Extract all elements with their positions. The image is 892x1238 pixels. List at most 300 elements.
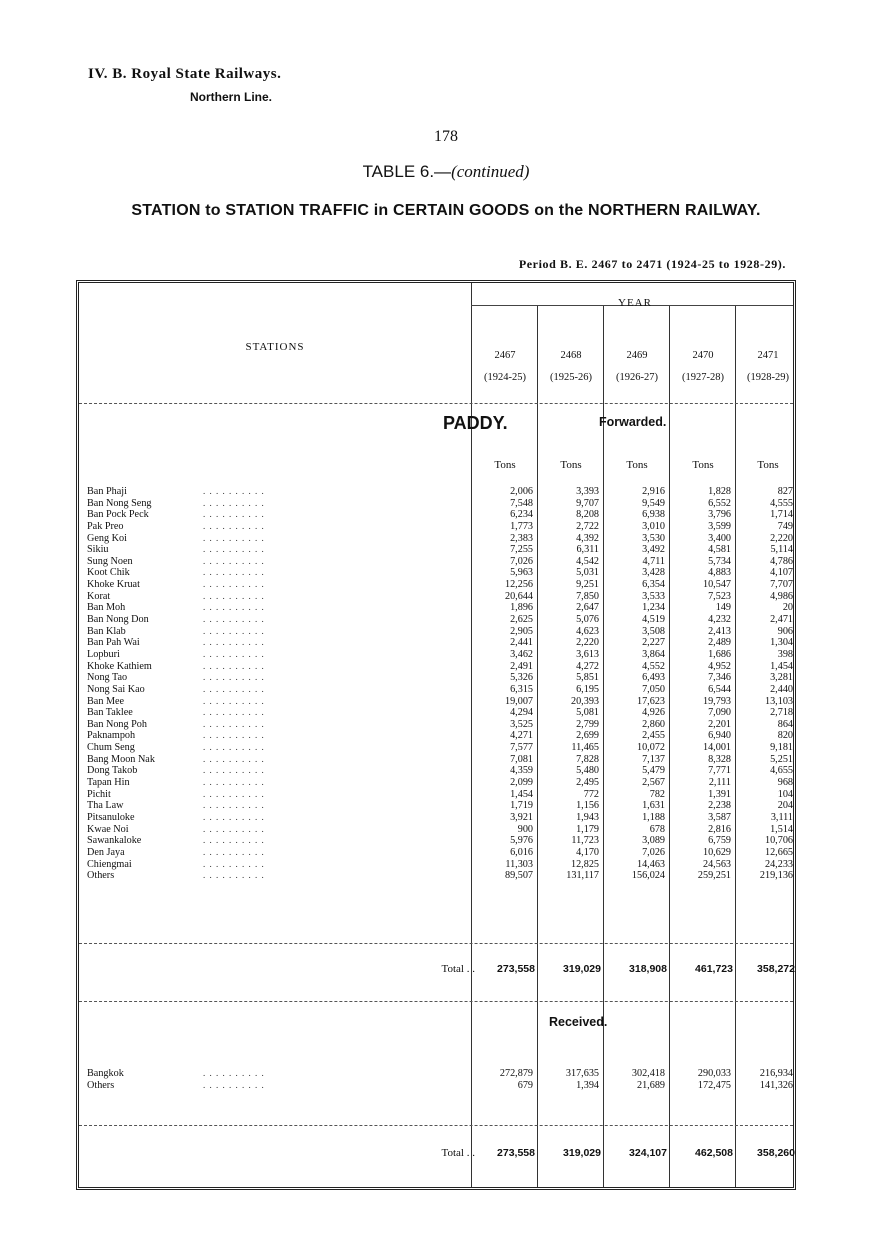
year-label: YEAR <box>618 297 652 309</box>
tonnage-cell: 13,103 <box>764 695 793 707</box>
station-name: Bang Moon Nak <box>87 753 155 765</box>
tonnage-cell: 5,326 <box>510 672 533 684</box>
tonnage-cell: 156,024 <box>631 870 665 882</box>
leader-dots: . . . . . . . . . . <box>203 497 265 508</box>
tonnage-cell: 2,860 <box>642 718 665 730</box>
station-name: Ban Nong Seng <box>87 497 152 509</box>
tonnage-cell: 906 <box>777 625 793 637</box>
tonnage-cell: 20,644 <box>504 590 533 602</box>
tonnage-cell: 3,530 <box>642 532 665 544</box>
rows-end-rule <box>79 943 793 944</box>
tonnage-cell: 290,033 <box>697 1068 731 1079</box>
table-row <box>79 859 799 871</box>
tonnage-cell: 5,734 <box>708 555 731 567</box>
station-name: Khoke Kruat <box>87 579 140 591</box>
tonnage-cell: 12,665 <box>764 846 793 858</box>
tonnage-cell: 8,328 <box>708 753 731 765</box>
total-value: 273,558 <box>497 1147 535 1159</box>
tonnage-cell: 2,625 <box>510 614 533 626</box>
table-row <box>79 824 799 836</box>
station-name: Paknampoh <box>87 730 136 742</box>
tonnage-cell: 11,723 <box>571 835 599 847</box>
table-row <box>79 661 799 673</box>
tonnage-cell: 7,026 <box>642 846 665 858</box>
table-row <box>79 1080 799 1092</box>
tonnage-cell: 204 <box>777 800 793 812</box>
header-rule <box>79 403 793 404</box>
tonnage-cell: 6,759 <box>708 835 731 847</box>
tonnage-cell: 3,613 <box>576 648 599 660</box>
station-name: Ban Nong Poh <box>87 718 147 730</box>
station-name: Ban Phaji <box>87 486 127 497</box>
tonnage-cell: 6,544 <box>708 683 731 695</box>
tonnage-cell: 7,523 <box>708 590 731 602</box>
tonnage-cell: 4,926 <box>642 707 665 719</box>
tonnage-cell: 4,552 <box>642 660 665 672</box>
tonnage-cell: 3,010 <box>642 520 665 532</box>
tonnage-cell: 5,251 <box>770 753 793 765</box>
station-name: Ban Taklee <box>87 707 133 719</box>
tonnage-cell: 900 <box>517 823 533 835</box>
commodity-heading: PADDY. <box>443 413 508 433</box>
leader-dots: . . . . . . . . . . <box>203 590 265 601</box>
leader-dots: . . . . . . . . . . <box>203 637 265 648</box>
tonnage-cell: 2,816 <box>708 823 731 835</box>
page-number: 178 <box>434 128 458 145</box>
year-be: 2470 <box>692 350 714 361</box>
total-value: 324,107 <box>629 1147 667 1159</box>
unit-label: Tons <box>494 459 516 471</box>
tonnage-cell: 20 <box>782 602 793 614</box>
tonnage-cell: 7,828 <box>576 753 599 765</box>
tonnage-cell: 3,921 <box>510 811 533 823</box>
tonnage-cell: 3,462 <box>510 648 533 660</box>
tonnage-cell: 4,655 <box>770 765 793 777</box>
tonnage-cell: 1,943 <box>576 811 599 823</box>
table-row <box>79 870 799 882</box>
station-name: Bangkok <box>87 1068 124 1079</box>
tonnage-cell: 24,233 <box>764 858 793 870</box>
tonnage-cell: 9,707 <box>576 497 599 509</box>
station-name: Geng Koi <box>87 532 127 544</box>
tonnage-cell: 3,525 <box>510 718 533 730</box>
table-row <box>79 730 799 742</box>
year-be: 2469 <box>626 350 648 361</box>
station-name: Lopburi <box>87 648 120 660</box>
tonnage-cell: 2,006 <box>510 486 533 497</box>
table-row <box>79 719 799 731</box>
station-name: Nong Sai Kao <box>87 683 145 695</box>
tonnage-cell: 6,016 <box>510 846 533 858</box>
leader-dots: . . . . . . . . . . <box>203 765 265 776</box>
tonnage-cell: 2,905 <box>510 625 533 637</box>
total-value: 273,558 <box>497 963 535 975</box>
tonnage-cell: 2,413 <box>708 625 731 637</box>
tonnage-cell: 14,463 <box>636 858 665 870</box>
tonnage-cell: 4,271 <box>510 730 533 742</box>
table-title-prefix: TABLE 6.— <box>362 162 452 181</box>
table-row <box>79 544 799 556</box>
tonnage-cell: 219,136 <box>759 870 793 882</box>
period-label: Period B. E. 2467 to 2471 (1924-25 to 1928-29). <box>518 257 786 271</box>
table-row <box>79 649 799 661</box>
tonnage-cell: 1,391 <box>708 788 731 800</box>
tonnage-cell: 89,507 <box>504 870 533 882</box>
tonnage-cell: 12,256 <box>504 579 533 591</box>
tonnage-cell: 7,050 <box>642 683 665 695</box>
unit-label: Tons <box>560 459 582 471</box>
leader-dots: . . . . . . . . . . <box>203 1068 265 1078</box>
tonnage-cell: 2,238 <box>708 800 731 812</box>
table-title <box>0 162 892 182</box>
station-name: Sawankaloke <box>87 835 142 847</box>
leader-dots: . . . . . . . . . . <box>203 648 265 659</box>
station-name: Pitsanuloke <box>87 811 135 823</box>
leader-dots: . . . . . . . . . . <box>203 811 265 822</box>
leader-dots: . . . . . . . . . . <box>203 555 265 566</box>
leader-dots: . . . . . . . . . . <box>203 753 265 764</box>
tonnage-cell: 1,896 <box>510 602 533 614</box>
year-be: 2471 <box>757 350 779 361</box>
tonnage-cell: 2,227 <box>642 637 665 649</box>
line-subheading: Northern Line. <box>190 90 273 104</box>
table-row <box>79 626 799 638</box>
leader-dots: . . . . . . . . . . <box>203 625 265 636</box>
tonnage-cell: 678 <box>649 823 665 835</box>
table-row <box>79 533 799 545</box>
tonnage-cell: 11,303 <box>505 858 533 870</box>
tonnage-cell: 2,383 <box>510 532 533 544</box>
station-name: Ban Mee <box>87 695 125 707</box>
tonnage-cell: 4,711 <box>642 555 665 567</box>
leader-dots: . . . . . . . . . . <box>203 858 265 869</box>
tonnage-cell: 9,549 <box>642 497 665 509</box>
tonnage-cell: 14,001 <box>702 742 731 754</box>
tonnage-cell: 6,940 <box>708 730 731 742</box>
tonnage-cell: 4,232 <box>708 614 731 626</box>
tonnage-cell: 7,081 <box>510 753 533 765</box>
tonnage-cell: 216,934 <box>759 1068 793 1079</box>
tonnage-cell: 5,076 <box>576 614 599 626</box>
table-row <box>79 684 799 696</box>
leader-dots: . . . . . . . . . . <box>203 788 265 799</box>
tonnage-cell: 3,864 <box>642 648 665 660</box>
tonnage-cell: 17,623 <box>636 695 665 707</box>
tonnage-cell: 5,480 <box>576 765 599 777</box>
tonnage-cell: 6,311 <box>576 544 599 556</box>
tonnage-cell: 782 <box>649 788 665 800</box>
tonnage-cell: 1,304 <box>770 637 793 649</box>
station-name: Koot Chik <box>87 567 130 579</box>
total-value: 461,723 <box>695 963 733 975</box>
leader-dots: . . . . . . . . . . <box>203 614 265 625</box>
total-value: 462,508 <box>695 1147 733 1159</box>
tonnage-cell: 5,081 <box>576 707 599 719</box>
total-rule <box>79 1001 793 1002</box>
received-end-rule <box>79 1125 793 1126</box>
tonnage-cell: 5,479 <box>642 765 665 777</box>
tonnage-cell: 11,465 <box>571 742 599 754</box>
tonnage-cell: 3,508 <box>642 625 665 637</box>
tonnage-cell: 827 <box>777 486 793 497</box>
tonnage-cell: 4,786 <box>770 555 793 567</box>
leader-dots: . . . . . . . . . . <box>203 486 265 496</box>
tonnage-cell: 10,547 <box>702 579 731 591</box>
station-name: Tha Law <box>87 800 124 812</box>
table-row <box>79 754 799 766</box>
station-name: Dong Takob <box>87 765 138 777</box>
leader-dots: . . . . . . . . . . <box>203 718 265 729</box>
tonnage-cell: 2,099 <box>510 777 533 789</box>
tonnage-cell: 1,234 <box>642 602 665 614</box>
tonnage-cell: 3,393 <box>576 486 599 497</box>
tonnage-cell: 4,581 <box>708 544 731 556</box>
tonnage-cell: 968 <box>777 777 793 789</box>
tonnage-cell: 10,629 <box>702 846 731 858</box>
tonnage-cell: 302,418 <box>631 1068 665 1079</box>
tonnage-cell: 19,793 <box>702 695 731 707</box>
tonnage-cell: 1,631 <box>642 800 665 812</box>
station-name: Pichit <box>87 788 111 800</box>
section-heading: IV. B. Royal State Railways. <box>88 66 282 82</box>
year-ad: (1924-25) <box>484 372 526 383</box>
table-row <box>79 742 799 754</box>
station-name: Kwae Noi <box>87 823 129 835</box>
tonnage-cell: 6,938 <box>642 509 665 521</box>
tonnage-cell: 5,963 <box>510 567 533 579</box>
tonnage-cell: 3,281 <box>770 672 793 684</box>
tonnage-cell: 1,773 <box>510 520 533 532</box>
received-heading: Received. <box>549 1015 608 1029</box>
tonnage-cell: 2,491 <box>510 660 533 672</box>
tonnage-cell: 4,107 <box>770 567 793 579</box>
leader-dots: . . . . . . . . . . <box>203 823 265 834</box>
tonnage-cell: 7,548 <box>510 497 533 509</box>
tonnage-cell: 820 <box>777 730 793 742</box>
leader-dots: . . . . . . . . . . <box>203 742 265 753</box>
tonnage-cell: 131,117 <box>566 870 599 882</box>
year-column-3 <box>605 345 669 389</box>
table-row <box>79 509 799 521</box>
year-column-4 <box>671 345 735 389</box>
tonnage-cell: 2,495 <box>576 777 599 789</box>
leader-dots: . . . . . . . . . . <box>203 520 265 531</box>
total-label: Total . . <box>441 963 475 975</box>
tonnage-cell: 6,354 <box>642 579 665 591</box>
tonnage-cell: 2,220 <box>576 637 599 649</box>
table-row <box>79 800 799 812</box>
tonnage-cell: 6,552 <box>708 497 731 509</box>
tonnage-cell: 2,722 <box>576 520 599 532</box>
station-name: Tapan Hin <box>87 777 130 789</box>
tonnage-cell: 1,719 <box>510 800 533 812</box>
unit-label: Tons <box>757 459 779 471</box>
table-row <box>79 789 799 801</box>
tonnage-cell: 3,428 <box>642 567 665 579</box>
station-name: Others <box>87 1079 115 1091</box>
tonnage-cell: 772 <box>583 788 599 800</box>
tonnage-cell: 3,533 <box>642 590 665 602</box>
leader-dots: . . . . . . . . . . <box>203 579 265 590</box>
station-name: Nong Tao <box>87 672 128 684</box>
table-row <box>79 835 799 847</box>
station-name: Others <box>87 870 115 882</box>
table-row <box>79 602 799 614</box>
tonnage-cell: 398 <box>777 648 793 660</box>
tonnage-cell: 2,220 <box>770 532 793 544</box>
tonnage-cell: 5,114 <box>770 544 793 556</box>
station-name: Sung Noen <box>87 555 133 567</box>
tonnage-cell: 7,707 <box>770 579 793 591</box>
table-row <box>79 847 799 859</box>
year-ad: (1927-28) <box>682 372 724 383</box>
total-value: 358,272 <box>757 963 795 975</box>
tonnage-cell: 9,251 <box>576 579 599 591</box>
tonnage-cell: 2,455 <box>642 730 665 742</box>
year-be: 2468 <box>560 350 582 361</box>
tonnage-cell: 259,251 <box>697 870 731 882</box>
leader-dots: . . . . . . . . . . <box>203 777 265 788</box>
tonnage-cell: 2,916 <box>642 486 665 497</box>
total-value: 319,029 <box>563 963 601 975</box>
station-name: Chiengmai <box>87 858 132 870</box>
tonnage-cell: 149 <box>715 602 731 614</box>
tonnage-cell: 3,400 <box>708 532 731 544</box>
tonnage-cell: 4,952 <box>708 660 731 672</box>
tonnage-cell: 5,851 <box>576 672 599 684</box>
tonnage-cell: 7,026 <box>510 555 533 567</box>
main-title: STATION to STATION TRAFFIC in CERTAIN GOODS on the NORTHERN RAILWAY. <box>131 202 761 219</box>
table-row <box>79 777 799 789</box>
station-name: Ban Pock Peck <box>87 509 149 521</box>
table-row <box>79 614 799 626</box>
tonnage-cell: 19,007 <box>504 695 533 707</box>
tonnage-cell: 6,493 <box>642 672 665 684</box>
leader-dots: . . . . . . . . . . <box>203 672 265 683</box>
tonnage-cell: 2,440 <box>770 683 793 695</box>
table-row <box>79 579 799 591</box>
tonnage-cell: 2,718 <box>770 707 793 719</box>
tonnage-cell: 1,179 <box>576 823 599 835</box>
tonnage-cell: 5,031 <box>576 567 599 579</box>
table-row <box>79 498 799 510</box>
table-row <box>79 707 799 719</box>
tonnage-cell: 2,471 <box>770 614 793 626</box>
tonnage-cell: 4,883 <box>708 567 731 579</box>
tonnage-cell: 7,346 <box>708 672 731 684</box>
table-row <box>79 812 799 824</box>
leader-dots: . . . . . . . . . . <box>203 800 265 811</box>
station-name: Ban Moh <box>87 602 126 614</box>
leader-dots: . . . . . . . . . . <box>203 660 265 671</box>
tonnage-cell: 5,976 <box>510 835 533 847</box>
station-name: Den Jaya <box>87 846 125 858</box>
total-label: Total . . <box>441 1147 475 1159</box>
tonnage-cell: 317,635 <box>565 1068 599 1079</box>
table-row <box>79 1068 799 1080</box>
tonnage-cell: 9,181 <box>770 742 793 754</box>
leader-dots: . . . . . . . . . . <box>203 532 265 543</box>
forwarded-heading: Forwarded. <box>599 415 667 429</box>
tonnage-cell: 4,623 <box>576 625 599 637</box>
tonnage-cell: 1,156 <box>576 800 599 812</box>
tonnage-cell: 21,689 <box>636 1079 665 1091</box>
total-value: 358,260 <box>757 1147 795 1159</box>
tonnage-cell: 3,599 <box>708 520 731 532</box>
station-name: Ban Klab <box>87 625 126 637</box>
tonnage-cell: 3,089 <box>642 835 665 847</box>
tonnage-cell: 4,294 <box>510 707 533 719</box>
tonnage-cell: 679 <box>517 1079 533 1091</box>
leader-dots: . . . . . . . . . . <box>203 707 265 718</box>
tonnage-cell: 8,208 <box>576 509 599 521</box>
tonnage-cell: 6,234 <box>510 509 533 521</box>
tonnage-cell: 2,799 <box>576 718 599 730</box>
tonnage-cell: 6,315 <box>510 683 533 695</box>
tonnage-cell: 3,587 <box>708 811 731 823</box>
tonnage-cell: 1,514 <box>770 823 793 835</box>
tonnage-cell: 3,111 <box>770 811 793 823</box>
year-ad: (1926-27) <box>616 372 658 383</box>
station-name: Korat <box>87 590 111 602</box>
tonnage-cell: 1,454 <box>770 660 793 672</box>
tonnage-cell: 4,519 <box>642 614 665 626</box>
total-value: 318,908 <box>629 963 667 975</box>
station-name: Ban Pah Wai <box>87 637 140 649</box>
tonnage-cell: 7,090 <box>708 707 731 719</box>
tonnage-cell: 1,714 <box>770 509 793 521</box>
table-row <box>79 486 799 498</box>
station-name: Chum Seng <box>87 742 135 754</box>
tonnage-cell: 1,394 <box>576 1079 599 1091</box>
tonnage-cell: 10,072 <box>636 742 665 754</box>
tonnage-cell: 24,563 <box>702 858 731 870</box>
tonnage-cell: 4,359 <box>510 765 533 777</box>
station-name: Sikiu <box>87 544 109 556</box>
year-column-2 <box>539 345 603 389</box>
station-name: Khoke Kathiem <box>87 660 152 672</box>
year-be: 2467 <box>494 350 516 361</box>
tonnage-cell: 272,879 <box>499 1068 533 1079</box>
tonnage-cell: 4,392 <box>576 532 599 544</box>
tonnage-cell: 2,699 <box>576 730 599 742</box>
leader-dots: . . . . . . . . . . <box>203 1079 265 1090</box>
table-row <box>79 672 799 684</box>
tonnage-cell: 10,706 <box>764 835 793 847</box>
leader-dots: . . . . . . . . . . <box>203 730 265 741</box>
year-ad: (1928-29) <box>747 372 789 383</box>
table-row <box>79 591 799 603</box>
leader-dots: . . . . . . . . . . <box>203 509 265 520</box>
tonnage-cell: 4,170 <box>576 846 599 858</box>
leader-dots: . . . . . . . . . . <box>203 835 265 846</box>
stations-label: STATIONS <box>245 341 305 353</box>
tonnage-cell: 4,542 <box>576 555 599 567</box>
tonnage-cell: 749 <box>777 520 793 532</box>
tonnage-cell: 12,825 <box>570 858 599 870</box>
tonnage-cell: 2,567 <box>642 777 665 789</box>
tonnage-cell: 3,492 <box>642 544 665 556</box>
tonnage-cell: 1,454 <box>510 788 533 800</box>
leader-dots: . . . . . . . . . . <box>203 567 265 578</box>
forwarded-rows <box>79 486 799 882</box>
tonnage-cell: 7,771 <box>708 765 731 777</box>
leader-dots: . . . . . . . . . . <box>203 695 265 706</box>
tonnage-cell: 7,137 <box>642 753 665 765</box>
tonnage-cell: 1,188 <box>642 811 665 823</box>
unit-label: Tons <box>626 459 648 471</box>
year-ad: (1925-26) <box>550 372 592 383</box>
